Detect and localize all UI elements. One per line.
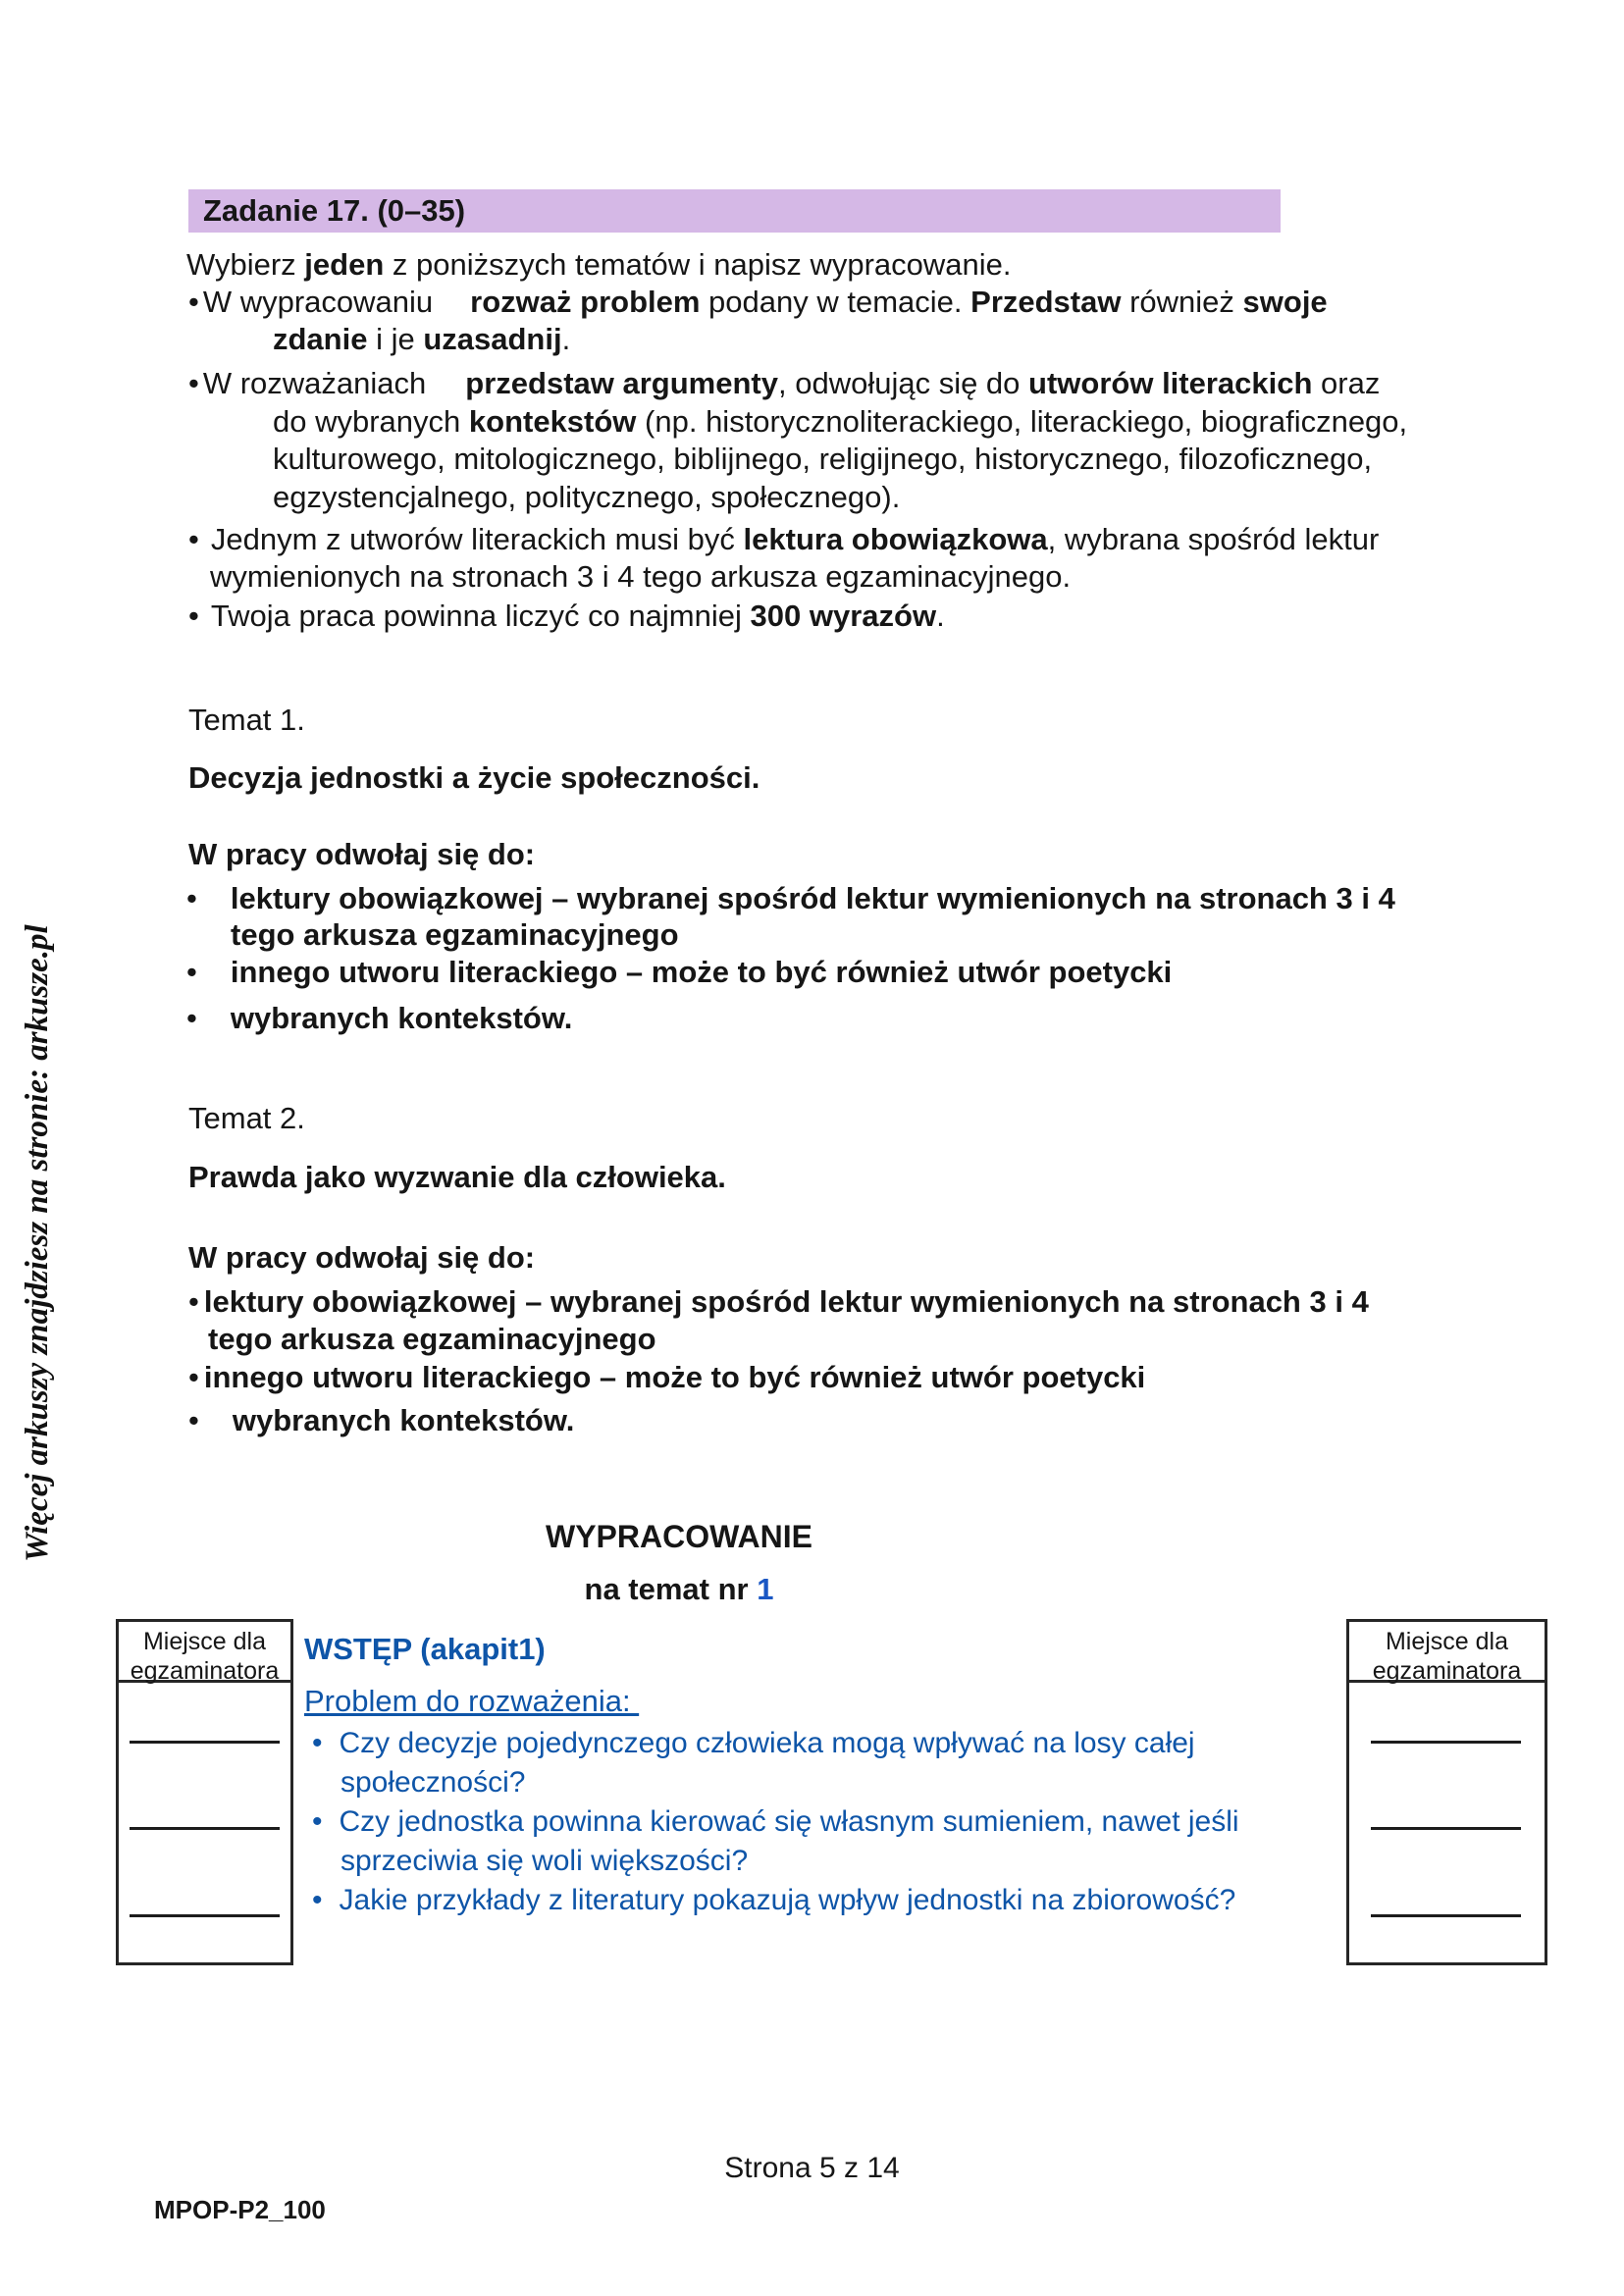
examiner-box-left-header-line1: Miejsce dla (142, 1628, 267, 1655)
page-number: Strona 5 z 14 (724, 2152, 900, 2184)
temat2-label: Temat 2. (188, 1101, 305, 1135)
wstep-question-2-line-2: sprzeciwia się woli większości? (341, 1845, 749, 1877)
temat1-lead: W pracy odwołaj się do: (188, 837, 536, 871)
temat1-item-1-line-1: • lektury obowiązkowej – wybranej spośród lektur wymienionych na stronach 3 i 4 (186, 881, 1395, 915)
temat1-item-2: • innego utworu literackiego – może to być również utwór poetycki (186, 955, 1173, 989)
temat1-item-3: • wybranych kontekstów. (186, 1001, 573, 1035)
score-line (1371, 1914, 1521, 1917)
examiner-box-right (1346, 1619, 1547, 1965)
wstep-question-1-line-1: • Czy decyzje pojedynczego człowieka mogą wpływać na losy całej (312, 1727, 1195, 1759)
task-intro-line: Wybierz jeden z poniższych tematów i napisz wypracowanie. (186, 247, 1012, 282)
wstep-problem-label: Problem do rozważenia: (304, 1684, 640, 1718)
temat2-lead: W pracy odwołaj się do: (188, 1240, 536, 1275)
task-bullet-3-line-1: • Jednym z utworów literackich musi być lektura obowiązkowa, wybrana spośród lektur (188, 522, 1380, 556)
temat2-item-2: • innego utworu literackiego – może to być również utwór poetycki (188, 1360, 1146, 1394)
task-bullet-2-line-1: • W rozważaniach przedstaw argumenty, odwołując się do utworów literackich oraz (188, 366, 1381, 400)
examiner-box-right-header-line2: egzaminatora (1372, 1657, 1522, 1685)
temat2-item-1-line-2: tego arkusza egzaminacyjnego (208, 1322, 656, 1356)
task-bullet-2-line-4: egzystencjalnego, politycznego, społecznego). (273, 480, 901, 514)
wstep-question-2-line-1: • Czy jednostka powinna kierować się własnym sumieniem, nawet jeśli (312, 1805, 1239, 1838)
task-header: Zadanie 17. (0–35) (203, 193, 466, 228)
task-bullet-1-line-2: zdanie i je uzasadnij. (273, 322, 571, 356)
temat2-item-1-line-1: • lektury obowiązkowej – wybranej spośród lektur wymienionych na stronach 3 i 4 (188, 1284, 1369, 1319)
examiner-box-right-header (1349, 1622, 1545, 1683)
temat1-item-1-line-2: tego arkusza egzaminacyjnego (231, 917, 679, 952)
examiner-box-right-header-line1: Miejsce dla (1385, 1628, 1509, 1655)
temat1-label: Temat 1. (188, 703, 305, 737)
wstep-question-1-line-2: społeczności? (341, 1766, 526, 1799)
sidebar-watermark-text: Więcej arkuszy znajdziesz na stronie: arkusze.pl (20, 924, 55, 1562)
task-bullet-1-line-1: • W wypracowaniu rozważ problem podany w temacie. Przedstaw również swoje (188, 285, 1328, 319)
essay-title: WYPRACOWANIE (546, 1519, 812, 1554)
form-code: MPOP-P2_100 (154, 2195, 326, 2224)
score-line (1371, 1827, 1521, 1830)
task-bullet-4: • Twoja praca powinna liczyć co najmniej 300 wyrazów. (188, 599, 945, 633)
examiner-box-left-header-line2: egzaminatora (130, 1657, 280, 1685)
task-bullet-2-line-3: kulturowego, mitologicznego, biblijnego, religijnego, historycznego, filozoficznego, (273, 442, 1373, 476)
task-bullet-2-line-2: do wybranych kontekstów (np. historycznoliterackiego, literackiego, biograficznego, (273, 404, 1408, 439)
wstep-heading: WSTĘP (akapit1) (304, 1632, 546, 1666)
temat1-title: Decyzja jednostki a życie społeczności. (188, 760, 760, 795)
temat2-item-3: • wybranych kontekstów. (188, 1403, 575, 1437)
temat2-title: Prawda jako wyzwanie dla człowieka. (188, 1160, 726, 1194)
score-line (1371, 1741, 1521, 1744)
essay-subtitle: na temat nr 1 (584, 1572, 774, 1606)
task-bullet-3-line-2: wymienionych na stronach 3 i 4 tego arkusza egzaminacyjnego. (210, 559, 1072, 594)
wstep-question-3: • Jakie przykłady z literatury pokazują wpływ jednostki na zbiorowość? (312, 1884, 1236, 1916)
